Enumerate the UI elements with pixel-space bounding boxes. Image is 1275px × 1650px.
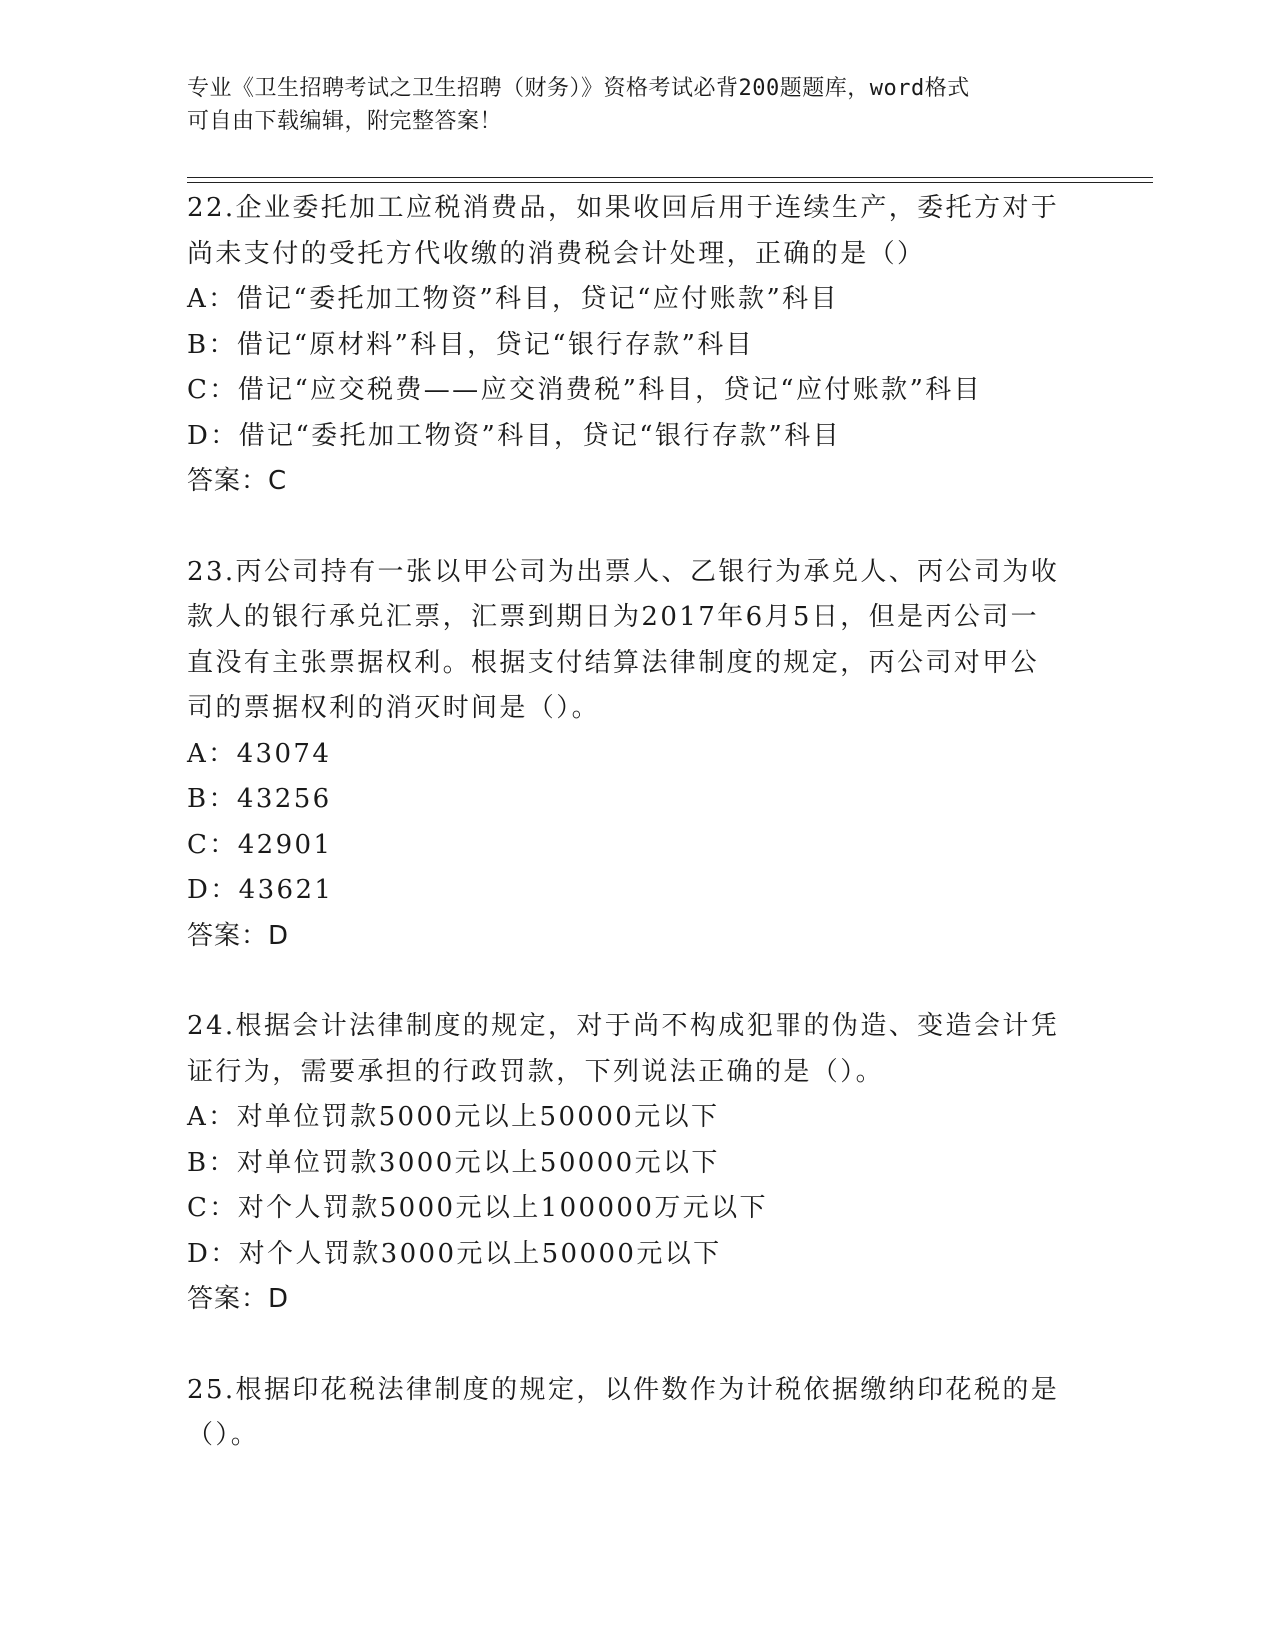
option-a: A：对单位罚款5000元以上50000元以下 bbox=[187, 1102, 720, 1132]
option-c: C：对个人罚款5000元以上100000万元以下 bbox=[187, 1193, 768, 1223]
question-stem: 尚未支付的受托方代收缴的消费税会计处理，正确的是（） bbox=[187, 238, 926, 269]
question-22 bbox=[187, 186, 1087, 505]
option-b: B：43256 bbox=[187, 784, 332, 814]
question-24 bbox=[187, 1004, 1087, 1323]
option-b: B：借记“原材料”科目，贷记“银行存款”科目 bbox=[187, 329, 755, 360]
option-c: C：42901 bbox=[187, 829, 333, 860]
question-stem: （）。 bbox=[187, 1420, 260, 1450]
question-stem: 司的票据权利的消灭时间是（）。 bbox=[187, 693, 601, 723]
answer: 答案：D bbox=[187, 920, 290, 951]
option-d: D：借记“委托加工物资”科目，贷记“银行存款”科目 bbox=[187, 420, 842, 451]
option-a: A：43074 bbox=[187, 738, 332, 769]
option-c: C：借记“应交税费——应交消费税”科目，贷记“应付账款”科目 bbox=[187, 375, 983, 405]
question-stem: 25.根据印花税法律制度的规定，以件数作为计税依据缴纳印花税的是 bbox=[187, 1374, 1060, 1405]
document-header bbox=[187, 72, 1067, 138]
question-stem: 证行为，需要承担的行政罚款，下列说法正确的是（）。 bbox=[187, 1056, 885, 1087]
answer: 答案：D bbox=[187, 1284, 290, 1314]
option-d: D：43621 bbox=[187, 875, 334, 905]
option-a: A：借记“委托加工物资”科目，贷记“应付账款”科目 bbox=[187, 284, 839, 314]
question-stem: 款人的银行承兑汇票，汇票到期日为2017年6月5日，但是丙公司一 bbox=[187, 602, 1040, 632]
question-stem: 23.丙公司持有一张以甲公司为出票人、乙银行为承兑人、丙公司为收 bbox=[187, 556, 1060, 587]
question-25 bbox=[187, 1368, 1087, 1459]
header-divider bbox=[187, 182, 1153, 183]
question-stem: 24.根据会计法律制度的规定，对于尚不构成犯罪的伪造、变造会计凭 bbox=[187, 1011, 1060, 1041]
header-line: 可自由下载编辑，附完整答案！ bbox=[187, 109, 503, 134]
option-d: D：对个人罚款3000元以上50000元以下 bbox=[187, 1238, 722, 1269]
question-stem: 直没有主张票据权利。根据支付结算法律制度的规定，丙公司对甲公 bbox=[187, 647, 1040, 678]
header-divider bbox=[187, 177, 1153, 178]
question-stem: 22.企业委托加工应税消费品，如果收回后用于连续生产，委托方对于 bbox=[187, 193, 1060, 223]
header-line: 专业《卫生招聘考试之卫生招聘（财务）》资格考试必背200题题库，word格式 bbox=[187, 76, 970, 101]
question-list bbox=[187, 186, 1087, 1504]
option-b: B：对单位罚款3000元以上50000元以下 bbox=[187, 1147, 720, 1178]
question-23 bbox=[187, 550, 1087, 960]
answer: 答案：C bbox=[187, 466, 288, 496]
